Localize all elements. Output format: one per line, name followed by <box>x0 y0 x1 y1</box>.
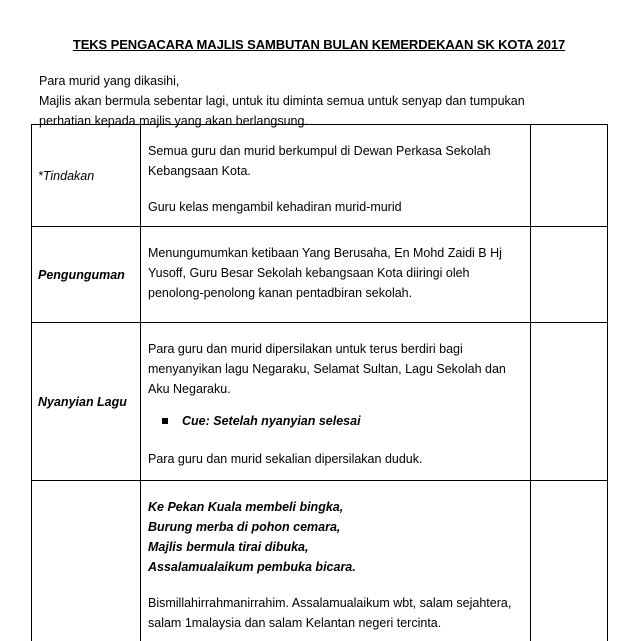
row-content <box>141 125 531 226</box>
row-extra-cell <box>531 323 607 480</box>
table-row <box>32 323 607 481</box>
content-line: Para guru dan murid dipersilakan untuk terus berdiri bagi <box>148 342 463 356</box>
content-line: salam 1malaysia dan salam Kelantan negeri tercinta. <box>148 616 442 630</box>
table-row <box>32 125 607 227</box>
pantun-line: Majlis bermula tirai dibuka, <box>148 540 309 554</box>
row-extra-cell <box>531 227 607 322</box>
content-line: Menungumumkan ketibaan Yang Berusaha, En Mohd Zaidi B Hj <box>148 246 502 260</box>
content-line: Yusoff, Guru Besar Sekolah kebangsaan Kota diiringi oleh <box>148 266 470 280</box>
content-line: Para guru dan murid sekalian dipersilakan duduk. <box>148 452 423 466</box>
pantun-line: Burung merba di pohon cemara, <box>148 520 341 534</box>
cue-item <box>162 411 524 431</box>
row-label: *Tindakan <box>32 125 141 226</box>
content-line: Guru kelas mengambil kehadiran murid-murid <box>148 200 402 214</box>
content-line: Aku Negaraku. <box>148 382 231 396</box>
square-bullet-icon <box>162 418 168 424</box>
pantun-line: Ke Pekan Kuala membeli bingka, <box>148 500 344 514</box>
row-label: Pengunguman <box>32 227 141 322</box>
row-extra-cell <box>531 125 607 226</box>
content-line: Kebangsaan Kota. <box>148 164 251 178</box>
program-table <box>31 124 608 641</box>
content-line: Semua guru dan murid berkumpul di Dewan Perkasa Sekolah <box>148 144 491 158</box>
intro-line: Para murid yang dikasihi, <box>39 74 180 88</box>
cue-text: Cue: Setelah nyanyian selesai <box>182 414 361 428</box>
row-label: Nyanyian Lagu <box>32 323 141 480</box>
row-content <box>141 481 531 641</box>
table-row <box>32 481 607 641</box>
content-line: penolong-penolong kanan pentadbiran sekolah. <box>148 286 413 300</box>
content-line: menyanyikan lagu Negaraku, Selamat Sultan, Lagu Sekolah dan <box>148 362 506 376</box>
row-extra-cell <box>531 481 607 641</box>
pantun-line: Assalamualaikum pembuka bicara. <box>148 560 356 574</box>
intro-line: Majlis akan bermula sebentar lagi, untuk itu diminta semua untuk senyap dan tumpukan <box>39 94 525 108</box>
intro-paragraph <box>39 71 599 131</box>
intro-line: perhatian kepada majlis yang akan berlangsung. <box>39 114 308 128</box>
row-content <box>141 227 531 322</box>
content-line: Bismillahirrahmanirrahim. Assalamualaikum wbt, salam sejahtera, <box>148 596 512 610</box>
row-content <box>141 323 531 480</box>
row-label <box>32 481 141 641</box>
table-row <box>32 227 607 323</box>
document-title: TEKS PENGACARA MAJLIS SAMBUTAN BULAN KEMERDEKAAN SK KOTA 2017 <box>72 37 566 52</box>
